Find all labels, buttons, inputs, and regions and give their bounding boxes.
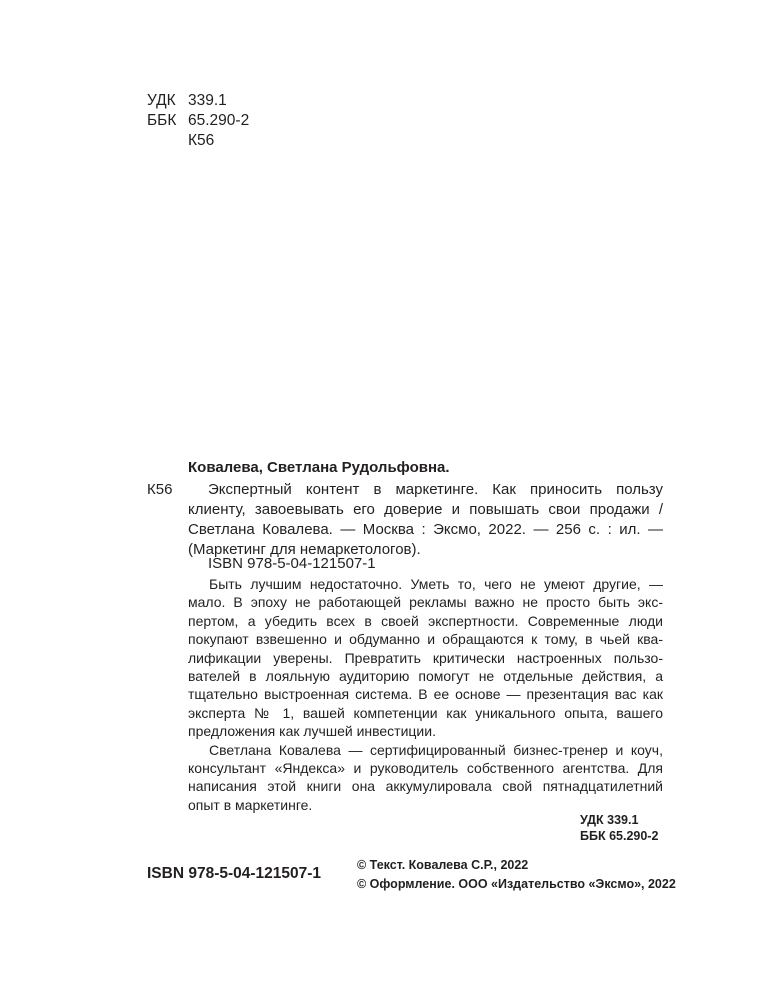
annotation-line: написания этой книги она аккумулировала свой пятнадцатилетний [188, 778, 663, 795]
annotation-line: консультант «Яндекса» и руководитель собственного агентства. Для [188, 760, 663, 777]
annotation-line: тщательно выстроенная система. В ее основе — презентация вас как [188, 686, 663, 703]
annotation-line: Светлана Ковалева — сертифицированный бизнес-тренер и коуч, [209, 741, 663, 758]
bottom-isbn: ISBN 978-5-04-121507-1 [147, 865, 322, 882]
annotation-line: вателей в лояльную аудиторию помогут не отдельные действия, а [188, 668, 663, 685]
annotation-line: предложения как лучшей инвестиции. [188, 723, 436, 740]
annotation-line: пертом, а убедить всех в своей экспертности. Современные люди [188, 612, 663, 629]
author-mark-row [147, 131, 249, 151]
annotation-line: Быть лучшим недостаточно. Уметь то, чего не умеют другие, — [209, 576, 663, 592]
footer-codes [580, 812, 658, 844]
annotation-line: опыт в маркетинге. [188, 796, 313, 813]
copyright-text: © Текст. Ковалева С.Р., 2022 [357, 858, 529, 872]
author-heading: Ковалева, Светлана Рудольфовна. [188, 459, 450, 476]
footer-bbk: ББК 65.290-2 [580, 829, 659, 843]
description-line-2: клиенту, завоевывать его доверие и повышать свои продажи / [188, 501, 663, 518]
author-mark: К56 [188, 132, 215, 149]
copyright-block [357, 856, 676, 894]
annotation-line: лификации уверены. Превратить критически настроенных пользо- [188, 649, 663, 666]
annotation-line: покупают взвешенно и обдуманно и обращаются к тому, в чьей ква- [188, 631, 663, 648]
bbk-value: 65.290-2 [188, 112, 250, 129]
udk-value: 339.1 [188, 92, 227, 109]
bbk-label: ББК [147, 112, 177, 129]
description-line-3: Светлана Ковалева. — Москва : Эксмо, 2022. — 256 с. : ил. — [188, 521, 663, 538]
copyright-design: © Оформление. ООО «Издательство «Эксмо», 2022 [357, 877, 676, 891]
annotation [188, 575, 663, 814]
annotation-line: эксперта № 1, вашей компетенции как уникального опыта, вашего [188, 704, 663, 721]
footer-udk: УДК 339.1 [580, 813, 639, 827]
card-description [188, 480, 663, 560]
udk-label: УДК [147, 92, 176, 109]
bbk-row [147, 111, 249, 131]
description-line-4: (Маркетинг для немаркетологов). [188, 541, 421, 558]
classification-block [147, 91, 249, 151]
card-mark: К56 [147, 481, 173, 498]
description-line-1: Экспертный контент в маркетинге. Как приносить пользу [208, 481, 663, 498]
annotation-line: мало. В эпоху не работающей рекламы важно не просто быть экс- [188, 594, 663, 611]
card-isbn: ISBN 978-5-04-121507-1 [208, 555, 376, 572]
udk-row [147, 91, 249, 111]
